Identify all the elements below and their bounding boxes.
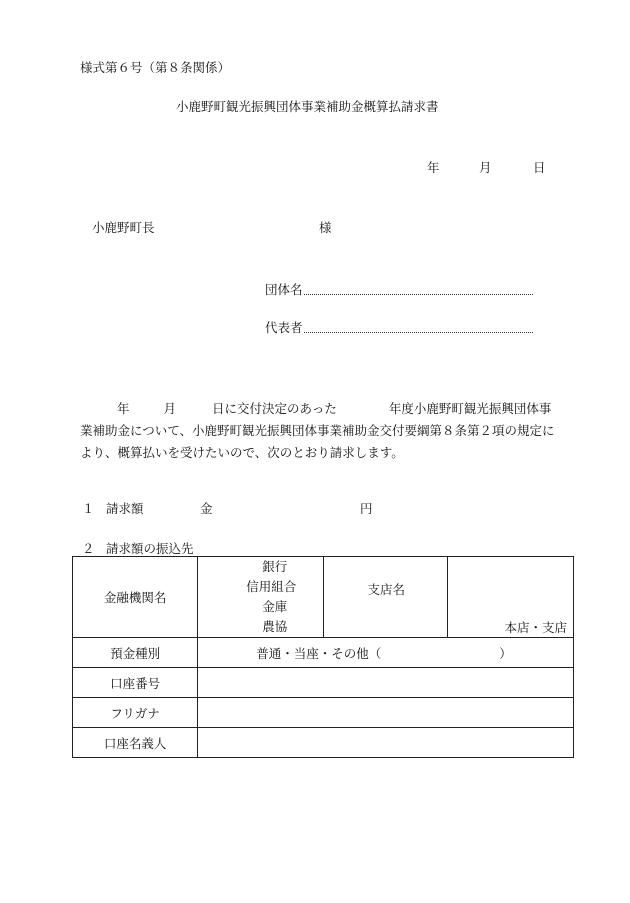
account-type-field[interactable] bbox=[198, 638, 574, 668]
bank-type-ginko: 銀行 bbox=[262, 559, 288, 574]
bank-type-shinyokumiai: 信用組合 bbox=[246, 579, 297, 594]
item2-label: 請求額の振込先 bbox=[106, 541, 194, 556]
branch-type-options: 本店・支店 bbox=[504, 620, 567, 635]
account-number-label: 口座番号 bbox=[73, 668, 198, 698]
table-row bbox=[73, 638, 574, 668]
table-row bbox=[73, 728, 574, 758]
account-type-close: ） bbox=[499, 645, 512, 661]
org-name-label: 団体名 bbox=[265, 282, 303, 297]
table-row bbox=[73, 668, 574, 698]
branch-name-label: 支店名 bbox=[367, 582, 406, 597]
item1-label: 請求額 bbox=[106, 501, 144, 516]
bank-type-kinko: 金庫 bbox=[262, 599, 288, 614]
branch-name-label-cell bbox=[323, 557, 447, 638]
representative-line bbox=[304, 318, 533, 333]
date-month-label: 月 bbox=[479, 160, 492, 175]
furigana-label: フリガナ bbox=[73, 698, 198, 728]
date-year-label: 年 bbox=[427, 160, 440, 175]
org-name-line bbox=[304, 280, 533, 295]
account-number-field[interactable] bbox=[198, 668, 574, 698]
furigana-field[interactable] bbox=[198, 698, 574, 728]
account-type-options: 普通・当座・その他（ bbox=[256, 645, 382, 661]
table-row bbox=[73, 557, 574, 638]
account-type-label: 預金種別 bbox=[73, 638, 198, 668]
account-holder-label: 口座名義人 bbox=[73, 728, 198, 758]
bank-name-label: 金融機関名 bbox=[73, 557, 198, 638]
item2-number: ２ bbox=[82, 541, 95, 556]
bank-table bbox=[72, 556, 574, 758]
item1-yen: 円 bbox=[360, 501, 373, 516]
addressee-honorific: 様 bbox=[319, 220, 332, 235]
branch-name-field[interactable] bbox=[447, 557, 573, 638]
representative-label: 代表者 bbox=[265, 320, 303, 335]
item1-kin: 金 bbox=[200, 501, 213, 516]
table-row bbox=[73, 698, 574, 728]
addressee-name: 小鹿野町長 bbox=[92, 220, 155, 235]
para-day-phrase: 日に交付決定のあった bbox=[212, 401, 337, 416]
para-month: 月 bbox=[163, 401, 177, 416]
date-day-label: 日 bbox=[533, 160, 546, 175]
account-holder-field[interactable] bbox=[198, 728, 574, 758]
document-title: 小鹿野町観光振興団体事業補助金概算払請求書 bbox=[176, 99, 439, 114]
para-year: 年 bbox=[117, 401, 130, 416]
para-text: 年度小鹿野町観光振興団体事業補助金について、小鹿野町観光振興団体事業補助金交付要綱第８条第２項の規定により、概算払いを受けたいので、次のとおり請求します。 bbox=[80, 401, 555, 460]
bank-type-options[interactable] bbox=[198, 557, 323, 638]
bank-type-nokyo: 農協 bbox=[262, 619, 288, 634]
request-paragraph bbox=[80, 398, 555, 464]
item1-number: １ bbox=[82, 501, 95, 516]
form-number: 様式第６号（第８条関係） bbox=[80, 60, 231, 75]
